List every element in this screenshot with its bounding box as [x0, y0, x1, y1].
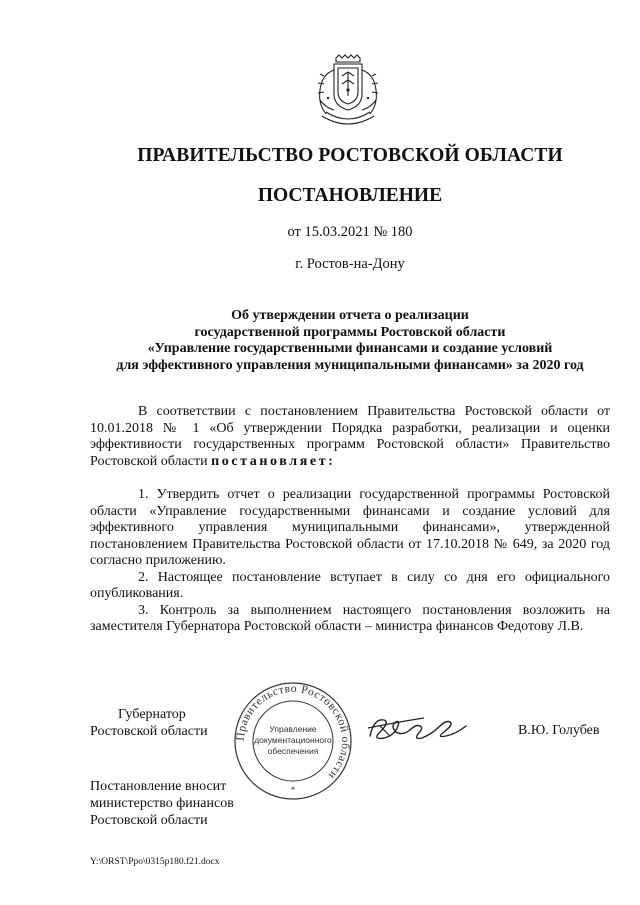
- stamp-ring-text: Правительство Ростовской области: [234, 682, 352, 782]
- stamp-center-line: документационного: [254, 735, 332, 745]
- item-paragraph-1: 1. Утвердить отчет о реализации государственной программы Ростовской области «Управление государственными финансами и создание условий для эффективного управления муниципальными финансами», утвержденной постановлением Правительства Ростовской области от 17.10.2018 № 649, за 2020 год согласно приложению.: [90, 487, 610, 568]
- coat-of-arms-icon: [312, 54, 384, 130]
- subject-line: государственной программы Ростовской области: [194, 324, 506, 340]
- svg-text:*: *: [290, 785, 296, 795]
- file-path: Y:\ORST\Ppo\0315p180.f21.docx: [90, 857, 220, 867]
- signatory-title: [90, 706, 208, 740]
- handwritten-signature: [364, 706, 472, 750]
- preamble-text: В соответствии с постановлением Правительства Ростовской области от 10.01.2018 № 1 «Об утверждении Порядка разработки, реализации и оценки эффективности государственных программ Ростовской области» Правительство Ростовской области: [90, 404, 610, 469]
- subject-line: «Управление государственными финансами и создание условий: [147, 341, 553, 356]
- organization-title: ПРАВИТЕЛЬСТВО РОСТОВСКОЙ ОБЛАСТИ: [137, 145, 563, 166]
- document-type-title: ПОСТАНОВЛЕНИЕ: [257, 185, 443, 206]
- signatory-title-line: Ростовской области: [90, 724, 208, 739]
- stamp-center-line: Управление: [269, 724, 317, 734]
- document-body: [90, 404, 610, 636]
- subject-line: для эффективного управления муниципальными финансами» за 2020 год: [116, 357, 584, 373]
- preamble-paragraph: [90, 404, 610, 470]
- subject-line: Об утверждении отчета о реализации: [231, 308, 469, 323]
- document-city: г. Ростов-на-Дону: [295, 256, 405, 272]
- document-subject: [90, 308, 610, 374]
- submitter-line: министерство финансов: [90, 796, 234, 811]
- official-stamp: [232, 680, 354, 802]
- item-paragraph-2: 2. Настоящее постановление вступает в силу со дня его официального опубликования.: [90, 569, 610, 601]
- preamble-emphasis: постановляет:: [211, 453, 336, 469]
- submitter-note: [90, 778, 234, 829]
- signatory-name: В.Ю. Голубев: [518, 723, 600, 738]
- stamp-center-line: обеспечения: [267, 746, 319, 756]
- submitter-line: Постановление вносит: [90, 779, 227, 794]
- item-paragraph-3: 3. Контроль за выполнением настоящего постановления возложить на заместителя Губернатора Ростовской области – министра финансов Федотову Л.В.: [90, 602, 610, 634]
- signatory-title-line: Губернатор: [118, 707, 186, 722]
- submitter-line: Ростовской области: [90, 813, 208, 828]
- document-date-number: от 15.03.2021 № 180: [287, 224, 413, 240]
